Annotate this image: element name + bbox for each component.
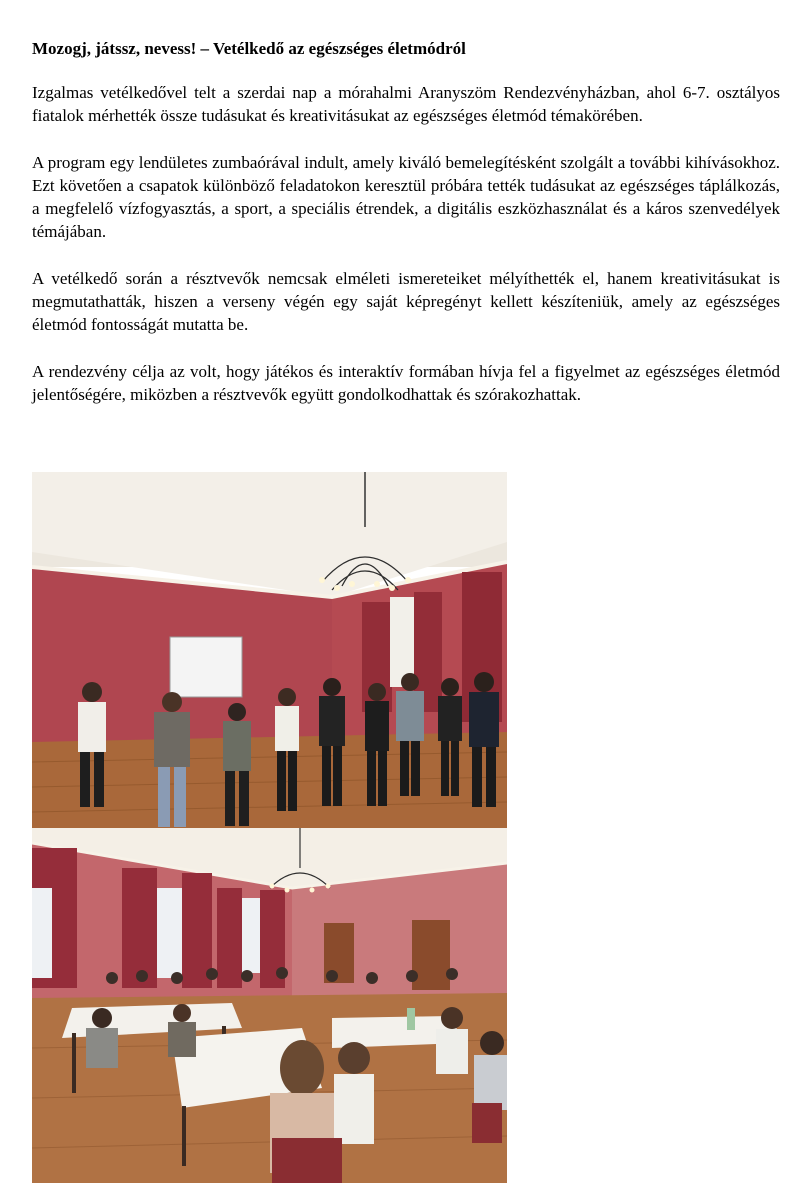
article-title: Mozogj, játssz, nevess! – Vetélkedő az egészséges életmódról (32, 39, 466, 58)
paragraph-2: A program egy lendületes zumbaórával indult, amely kiváló bemelegítésként szolgált a további kihívásokhoz. Ezt követően a csapatok különböző feladatokon keresztül próbára tették tudásukat az egészséges táplálkozás, a megfelelő vízfogyasztás, a sport, a speciális étrendek, a digitális eszközhasználat és a káros szenvedélyek témájában. (32, 152, 780, 242)
teams-at-tables-photo (32, 828, 507, 1183)
paragraph-4: A rendezvény célja az volt, hogy játékos és interaktív formában hívja fel a figyelmet az egészséges életmód jelentőségére, miközben a résztvevők együtt gondolkodhattak és szórakozhattak. (32, 361, 780, 404)
paragraph-1: Izgalmas vetélkedővel telt a szerdai nap a mórahalmi Aranyszöm Rendezvényházban, ahol 6-7. osztályos fiatalok mérhették össze tudásukat és kreativitásukat az egészséges életmód témakörében. (32, 83, 780, 126)
article (32, 38, 780, 429)
zumba-photo (32, 472, 507, 828)
paragraph-3: A vetélkedő során a résztvevők nemcsak elméleti ismereteiket mélyíthették el, hanem kreativitásukat is megmutathatták, hiszen a verseny végén egy saját képregényt kellett készíteniük, amely az egészséges életmód fontosságát mutatta be. (32, 268, 780, 335)
